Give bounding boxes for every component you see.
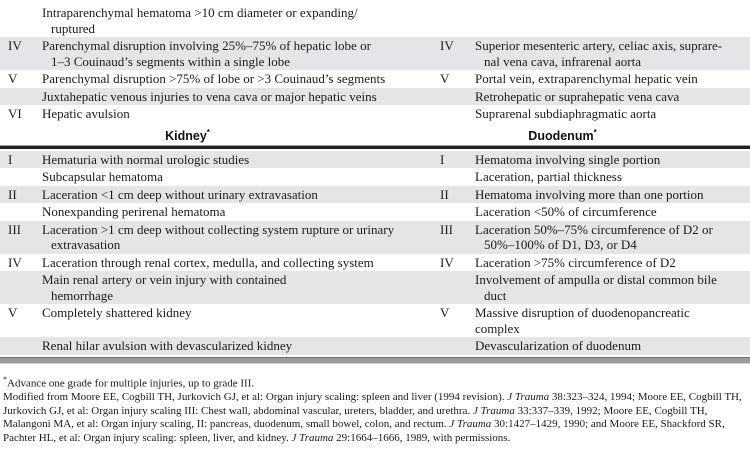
journal-name: J Trauma <box>507 390 550 403</box>
description-cell-right <box>475 37 750 70</box>
description-line: extravasation <box>51 237 121 253</box>
table-row <box>0 304 750 337</box>
grade-cell-right: IV <box>440 254 454 270</box>
description-line: Laceration, partial thickness <box>475 169 622 185</box>
description-line: Superior mesenteric artery, celiac axis, suprare- <box>475 38 723 53</box>
journal-name: J Trauma <box>472 404 515 417</box>
table-row <box>0 337 750 355</box>
description-cell-right <box>475 254 750 272</box>
grade-cell-left <box>0 203 42 221</box>
grade-cell-right: III <box>440 221 453 237</box>
table-bottom-rule <box>0 357 750 364</box>
description-line: Parenchymal disruption >75% of lobe or >3 Couinaud’s segments <box>42 71 386 86</box>
grade-cell-left: I <box>8 151 13 167</box>
description-line: Devascularization of duodenum <box>475 338 642 354</box>
grade-cell-right: V <box>440 305 450 321</box>
grade-cell-right: IV <box>440 38 454 53</box>
grade-cell-left: V <box>8 71 18 86</box>
description-line: Hematoma involving single portion <box>475 151 661 167</box>
description-line: Laceration <50% of circumference <box>475 204 657 220</box>
journal-name: J Trauma <box>449 418 492 431</box>
section-header-row <box>0 123 750 145</box>
footnotes <box>0 364 750 446</box>
description-cell-left <box>42 254 440 272</box>
description-cell-left <box>42 203 440 221</box>
table-row <box>0 105 750 123</box>
table-row <box>0 203 750 221</box>
description-cell-left <box>42 271 440 304</box>
description-cell-right <box>475 105 750 123</box>
grade-cell-right: I <box>440 151 445 167</box>
description-line: hemorrhage <box>51 287 114 303</box>
table-row <box>0 70 750 88</box>
description-line: Completely shattered kidney <box>42 305 192 321</box>
description-line: Hematuria with normal urologic studies <box>42 151 250 167</box>
grade-cell-left: III <box>8 221 21 237</box>
description-cell-right <box>475 168 750 186</box>
kidney-section-header <box>0 128 375 143</box>
description-cell-left <box>42 304 440 337</box>
duodenum-footnote-marker: * <box>593 127 597 137</box>
grade-cell-left: V <box>8 305 18 321</box>
asterisk-footnote-marker: * <box>3 374 7 384</box>
description-cell-right <box>475 70 750 88</box>
description-line: Hepatic avulsion <box>42 106 130 121</box>
description-cell-right <box>475 221 750 254</box>
description-cell-right <box>475 186 750 204</box>
journal-name: J Trauma <box>291 431 334 444</box>
description-cell-left <box>42 105 440 123</box>
table-row <box>0 88 750 106</box>
grade-cell-left <box>0 271 42 304</box>
description-line: Involvement of ampulla or distal common bile <box>475 272 717 288</box>
description-cell-left <box>42 168 440 186</box>
description-cell-right <box>475 304 750 337</box>
grade-cell-right <box>440 4 475 37</box>
table-section-liver-vascular <box>0 4 750 123</box>
table-section-kidney-duodenum <box>0 151 750 355</box>
citation-text: 33:337–339, 1992; Moore EE, Cogbill TH, Malangoni MA, et al: Organ injury scaling, II: pancreas, duodenum, small bowel, colon, and rectum. <box>3 404 708 431</box>
grade-cell-left: VI <box>8 106 22 121</box>
description-cell-left <box>42 221 440 254</box>
table-row <box>0 186 750 204</box>
duodenum-header-label: Duodenum <box>528 128 594 143</box>
description-line: Main renal artery or vein injury with contained <box>42 272 287 288</box>
header-rule <box>0 145 750 149</box>
description-line: Intraparenchymal hematoma >10 cm diameter or expanding/ <box>42 5 358 20</box>
description-cell-right <box>475 271 750 304</box>
description-line: Renal hilar avulsion with devascularized kidney <box>42 338 293 354</box>
grade-cell-right: V <box>440 71 450 86</box>
description-line: Laceration through renal cortex, medulla, and collecting system <box>42 254 374 270</box>
description-line: Portal vein, extraparenchymal hepatic vein <box>475 71 698 86</box>
description-line: Laceration 50%–75% circumference of D2 or <box>475 221 713 237</box>
table-row <box>0 221 750 254</box>
description-line: Suprarenal subdiaphragmatic aorta <box>475 106 657 121</box>
table-row <box>0 271 750 304</box>
description-line: duct <box>484 287 507 303</box>
description-line: Juxtahepatic venous injuries to vena cava or major hepatic veins <box>42 88 377 104</box>
description-cell-left <box>42 4 440 37</box>
table-row <box>0 37 750 70</box>
citation-text: 38:323–324, 1994; Moore EE, Cogbill TH, Jurkovich GJ, et al: Organ injury scaling III: Chest wall, abdominal vascular, ureters, bladder, and urethra. <box>3 390 742 417</box>
grade-cell-left: IV <box>8 254 22 270</box>
grade-cell-right <box>440 203 475 221</box>
description-line: Laceration >75% circumference of D2 <box>475 254 676 270</box>
citation-text: 29:1664–1666, 1989, with permissions. <box>333 431 511 444</box>
description-line: Parenchymal disruption involving 25%–75% of hepatic lobe or <box>42 38 371 53</box>
description-line: Nonexpanding perirenal hematoma <box>42 204 226 220</box>
kidney-footnote-marker: * <box>206 127 210 137</box>
description-line: 1–3 Couinaud’s segments within a single lobe <box>51 53 291 69</box>
description-line: Laceration >1 cm deep without collecting system rupture or urinary <box>42 221 395 237</box>
citation-footnote <box>3 391 747 445</box>
grade-cell-left: IV <box>8 38 22 53</box>
description-cell-right <box>475 203 750 221</box>
description-cell-left <box>42 186 440 204</box>
description-line: Hematoma involving more than one portion <box>475 186 704 202</box>
description-cell-right <box>475 88 750 106</box>
grade-cell-left <box>0 88 42 106</box>
description-line: Subcapsular hematoma <box>42 169 163 185</box>
grade-cell-right <box>440 168 475 186</box>
grade-cell-left: II <box>8 186 17 202</box>
description-line: ruptured <box>51 20 96 36</box>
description-cell-left <box>42 151 440 169</box>
grade-cell-left <box>0 337 42 355</box>
citation-text: 30:1427–1429, 1990; and Moore EE, Shackford SR, Pachter HL, et al: Organ injury scaling: spleen, liver, and kidney. <box>3 418 725 444</box>
description-cell-right <box>475 151 750 169</box>
table-row <box>0 151 750 169</box>
description-line: 50%–100% of D1, D3, or D4 <box>484 237 637 253</box>
description-cell-right <box>475 337 750 355</box>
description-line: Massive disruption of duodenopancreatic <box>475 305 690 321</box>
grade-cell-right <box>440 105 475 123</box>
description-line: complex <box>475 320 520 336</box>
description-line: Retrohepatic or suprahepatic vena cava <box>475 88 680 104</box>
citation-text: Modified from Moore EE, Cogbill TH, Jurkovich GJ, et al: Organ injury scaling: spleen and liver (1994 revision). <box>3 390 508 403</box>
grade-cell-right <box>440 88 475 106</box>
description-cell-left <box>42 37 440 70</box>
kidney-header-label: Kidney <box>165 128 207 143</box>
asterisk-footnote <box>3 373 747 391</box>
description-cell-left <box>42 337 440 355</box>
description-line: Laceration <1 cm deep without urinary extravasation <box>42 186 318 202</box>
description-cell-left <box>42 88 440 106</box>
description-cell-right <box>475 4 750 37</box>
table-row <box>0 254 750 272</box>
organ-injury-scaling-table <box>0 4 750 364</box>
grade-cell-right <box>440 337 475 355</box>
grade-cell-left <box>0 4 42 37</box>
grade-cell-right <box>440 271 475 304</box>
description-line: nal vena cava, infrarenal aorta <box>484 53 641 69</box>
grade-cell-left <box>0 168 42 186</box>
duodenum-section-header <box>375 128 750 143</box>
table-row <box>0 4 750 37</box>
description-cell-left <box>42 70 440 88</box>
asterisk-footnote-text: Advance one grade for multiple injuries, up to grade III. <box>7 377 255 390</box>
grade-cell-right: II <box>440 186 449 202</box>
table-row <box>0 168 750 186</box>
